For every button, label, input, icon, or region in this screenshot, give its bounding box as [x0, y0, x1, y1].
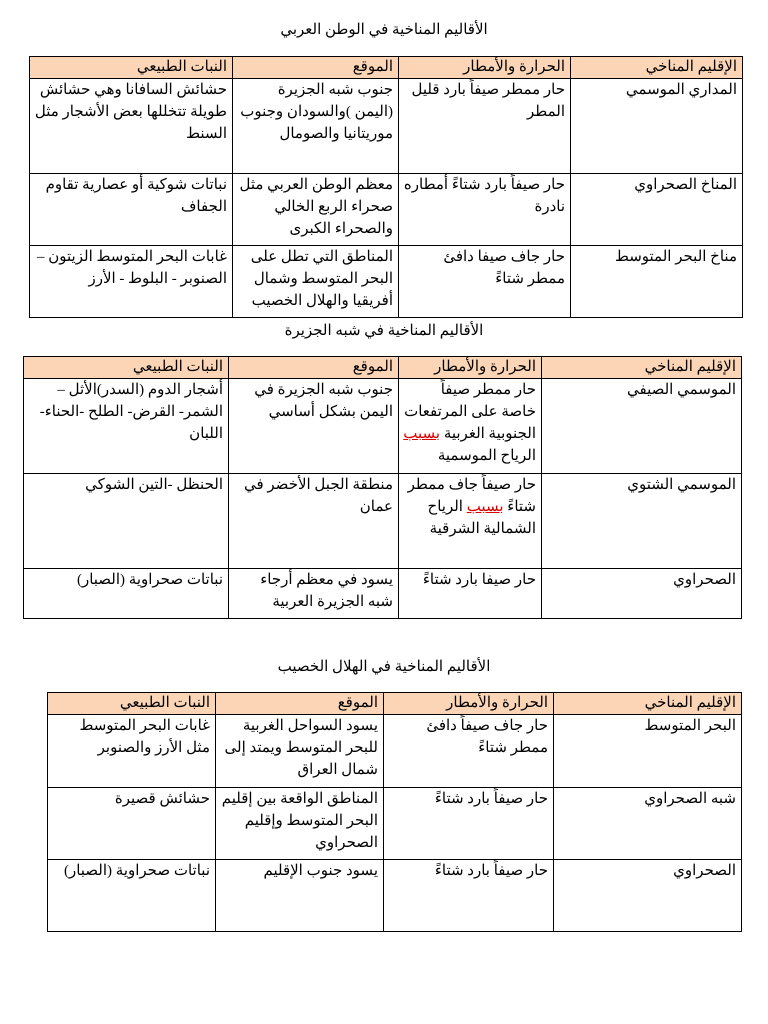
cell-region: الموسمي الصيفي — [542, 379, 742, 474]
cell-region: المداري الموسمي — [571, 79, 743, 174]
cell-region: البحر المتوسط — [554, 715, 742, 788]
header-region: الإقليم المناخي — [542, 357, 742, 379]
cell-climate — [399, 569, 542, 619]
header-vegetation: النبات الطبيعي — [48, 693, 216, 715]
cell-location: المناطق الواقعة بين إقليم البحر المتوسط وإقليم الصحراوي — [216, 788, 384, 860]
climate-table-arab-world — [29, 56, 743, 318]
cell-climate — [399, 379, 542, 474]
header-climate: الحرارة والأمطار — [399, 357, 542, 379]
cell-region: مناخ البحر المتوسط — [571, 246, 743, 318]
cell-location: يسود السواحل الغربية للبحر المتوسط ويمتد إلى شمال العراق — [216, 715, 384, 788]
table-row — [24, 569, 742, 619]
cell-vegetation: نباتات شوكية أو عصارية تقاوم الجفاف — [30, 174, 233, 246]
cell-vegetation: نباتات صحراوية (الصبار) — [48, 860, 216, 932]
table-header-row — [24, 357, 742, 379]
cell-climate: حار جاف صيفا دافئ ممطر شتاءً — [399, 246, 571, 318]
cell-climate: حار صيفاً بارد شتاءً أمطاره نادرة — [399, 174, 571, 246]
cell-climate: حار ممطر صيفاً بارد قليل المطر — [399, 79, 571, 174]
table-row — [48, 860, 742, 932]
cell-region: الصحراوي — [554, 860, 742, 932]
cell-climate: حار جاف صيفاً دافئ ممطر شتاءً — [384, 715, 554, 788]
table-row — [30, 79, 743, 174]
header-region: الإقليم المناخي — [554, 693, 742, 715]
cell-location: يسود في معظم أرجاء شبه الجزيرة العربية — [229, 569, 399, 619]
table-row — [24, 379, 742, 474]
cell-vegetation: حشائش السافانا وهي حشائش طويلة تتخللها بعض الأشجار مثل السنط — [30, 79, 233, 174]
header-vegetation: النبات الطبيعي — [24, 357, 229, 379]
table-row — [48, 715, 742, 788]
cause-emphasis: بسبب — [403, 426, 441, 442]
table-row — [30, 174, 743, 246]
table-row — [48, 788, 742, 860]
climate-cause-text: الرياح الشمالية الشرقية — [427, 499, 536, 537]
cell-climate: حار صيفاً بارد شتاءً — [384, 860, 554, 932]
climate-text: حار ممطر صيفاً خاصة على المرتفعات الجنوبية الغربية — [404, 382, 536, 442]
table-row — [24, 474, 742, 569]
cell-region: الصحراوي — [542, 569, 742, 619]
cell-vegetation: نباتات صحراوية (الصبار) — [24, 569, 229, 619]
cell-location: جنوب شبه الجزيرة في اليمن بشكل أساسي — [229, 379, 399, 474]
cell-location: معظم الوطن العربي مثل صحراء الربع الخالي والصحراء الكبرى — [233, 174, 399, 246]
table-header-row — [48, 693, 742, 715]
climate-cause-text: الرياح الموسمية — [437, 448, 536, 464]
header-location: الموقع — [229, 357, 399, 379]
cause-emphasis: بسبب — [466, 499, 504, 515]
table3-title: الأقاليم المناخية في الهلال الخصيب — [277, 659, 491, 675]
cell-location: المناطق التي تطل على البحر المتوسط وشمال أفريقيا والهلال الخصيب — [233, 246, 399, 318]
header-vegetation: النبات الطبيعي — [30, 57, 233, 79]
cell-vegetation: أشجار الدوم (السدر)الأثل – الشمر- القرض- الطلح -الحناء- اللبان — [24, 379, 229, 474]
cell-vegetation: غابات البحر المتوسط مثل الأرز والصنوبر — [48, 715, 216, 788]
cell-region: المناخ الصحراوي — [571, 174, 743, 246]
cell-region: شبه الصحراوي — [554, 788, 742, 860]
table-header-row — [30, 57, 743, 79]
table1-title: الأقاليم المناخية في الوطن العربي — [280, 22, 488, 38]
header-climate: الحرارة والأمطار — [399, 57, 571, 79]
cell-climate: حار صيفاً بارد شتاءً — [384, 788, 554, 860]
cell-location: جنوب شبه الجزيرة (اليمن )والسودان وجنوب موريتانيا والصومال — [233, 79, 399, 174]
header-climate: الحرارة والأمطار — [384, 693, 554, 715]
cell-vegetation: غابات البحر المتوسط الزيتون – الصنوبر - البلوط - الأرز — [30, 246, 233, 318]
cell-vegetation: حشائش قصيرة — [48, 788, 216, 860]
cell-location: يسود جنوب الإقليم — [216, 860, 384, 932]
climate-text: حار صيفا بارد شتاءً — [422, 572, 536, 588]
climate-table-peninsula — [23, 356, 742, 619]
header-location: الموقع — [216, 693, 384, 715]
cell-vegetation: الحنظل -التين الشوكي — [24, 474, 229, 569]
cell-region: الموسمي الشتوي — [542, 474, 742, 569]
climate-text: حار صيفاً جاف ممطر شتاءً — [407, 477, 536, 515]
cell-location: منطقة الجبل الأخضر في عمان — [229, 474, 399, 569]
climate-table-fertile-crescent — [47, 692, 742, 932]
table-row — [30, 246, 743, 318]
header-region: الإقليم المناخي — [571, 57, 743, 79]
header-location: الموقع — [233, 57, 399, 79]
table2-title: الأقاليم المناخية في شبه الجزيرة — [284, 323, 484, 339]
cell-climate — [399, 474, 542, 569]
